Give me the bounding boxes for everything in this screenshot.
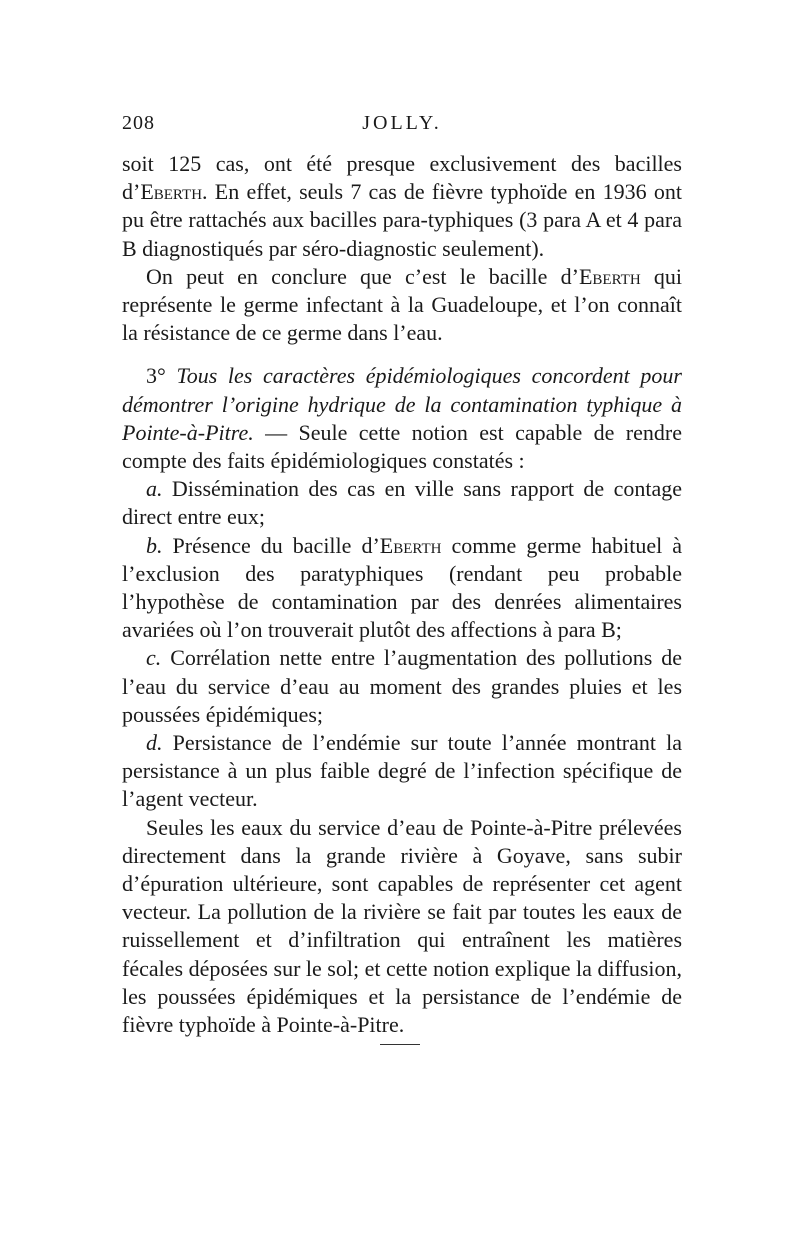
item-letter: c. bbox=[146, 645, 162, 671]
item-d-text: Persistance de l’endémie sur toute l’année montrant la persistance à un plus faible degré de l’infection spécifique de l’agent vecteur. bbox=[122, 730, 682, 812]
item-b bbox=[122, 532, 682, 645]
section-number: 3° bbox=[146, 363, 166, 389]
paragraph-conclusion: Seules les eaux du service d’eau de Pointe-à-Pitre prélevées directement dans la grande rivière à Goyave, sans subir d’épuration ultérieure, sont capables de représenter cet agent vecteur. La pollution de la rivière se fait par toutes les eaux de ruissellement et d’infiltration qui entraînent les matières fécales déposées sur le sol; et cette notion explique la diffusion, les poussées épidémiques et la persistance de l’endémie de fièvre typhoïde à Pointe-à-Pitre. bbox=[122, 814, 682, 1038]
body-text bbox=[122, 150, 682, 1039]
item-d bbox=[122, 729, 682, 814]
item-letter: a. bbox=[146, 476, 163, 502]
item-c-text: Corrélation nette entre l’augmentation des pollutions de l’eau du service d’eau au moment des grandes pluies et les poussées épidémiques; bbox=[122, 645, 682, 727]
paragraph-2-text-b: qui représente le germe infectant à la Guadeloupe, et l’on connaît la résistance de ce germe dans l’eau. bbox=[122, 263, 682, 346]
paragraph-2-text-a: On peut en conclure que c’est le bacille d’ bbox=[146, 263, 579, 289]
paragraph-1-text-b: . En effet, seuls 7 cas de fièvre typhoïde en 1936 ont pu être rattachés aux bacilles para-typhiques (3 para A et 4 para B diagnostiqués par séro-diagnostic seulement). bbox=[122, 179, 682, 261]
section-3-paragraph bbox=[122, 362, 682, 475]
paragraph-2 bbox=[122, 263, 682, 348]
item-b-text-a: Présence du bacille d’ bbox=[162, 532, 380, 558]
running-head: JOLLY. bbox=[362, 112, 442, 134]
paragraph-1 bbox=[122, 150, 682, 263]
page-header bbox=[122, 112, 682, 142]
end-rule-divider bbox=[380, 1044, 420, 1045]
section-3-text: — Seule cette notion est capable de rendre compte des faits épidémiologiques constatés : bbox=[122, 419, 682, 474]
paragraph-1-text-a: soit 125 cas, ont été presque exclusivement des bacilles d’ bbox=[122, 151, 682, 205]
section-title: Tous les caractères épidémiologiques concordent pour démontrer l’origine hydrique de la contamination typhique à Pointe-à-Pitre. bbox=[122, 363, 682, 445]
item-b-text-b: comme germe habituel à l’exclusion des paratyphiques (rendant peu probable l’hypothèse de contamination par des denrées alimentaires avariées où l’on trouverait plutôt des affections à para B; bbox=[122, 532, 682, 643]
item-letter: b. bbox=[146, 532, 163, 558]
eberth-name: Eberth bbox=[578, 263, 641, 289]
page-number: 208 bbox=[122, 112, 155, 134]
eberth-name: Eberth bbox=[140, 179, 203, 205]
item-a-text: Dissémination des cas en ville sans rapport de contage direct entre eux; bbox=[122, 476, 682, 530]
item-letter: d. bbox=[146, 730, 163, 756]
item-a bbox=[122, 475, 682, 531]
eberth-name: Eberth bbox=[379, 532, 442, 558]
item-c bbox=[122, 644, 682, 729]
